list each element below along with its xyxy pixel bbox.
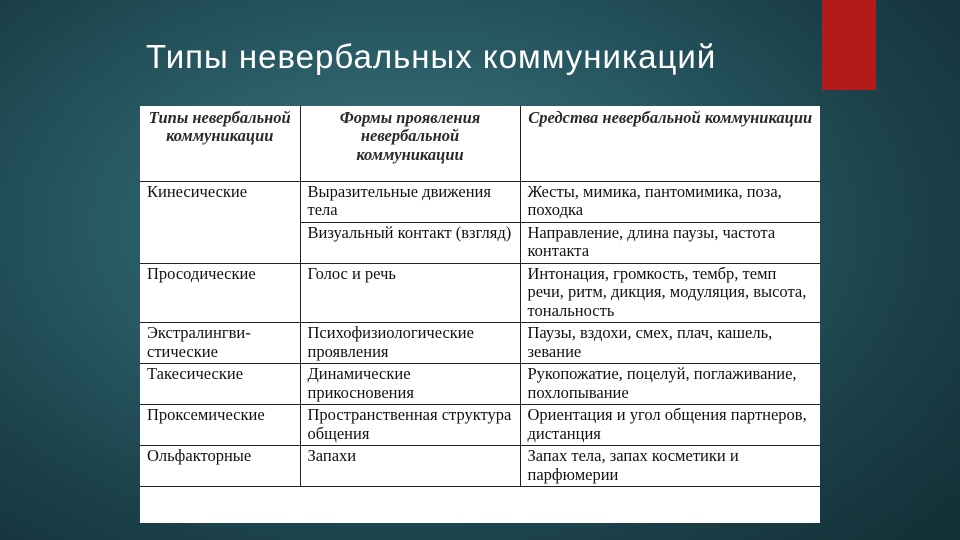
cell-type: Ольфакторные <box>140 446 300 487</box>
cell-means: Ориентация и угол общения партнеров, дистанция <box>520 405 820 446</box>
cell-type: Экстралингвистические <box>140 323 300 364</box>
cell-forms: Запахи <box>300 446 520 487</box>
table-row <box>140 405 820 446</box>
cell-type: Проксемические <box>140 405 300 446</box>
header-forms: Формы проявления невербальной коммуникации <box>300 106 520 182</box>
cell-type: Такесические <box>140 364 300 405</box>
nonverbal-table-image <box>140 106 820 523</box>
table-row <box>140 263 820 322</box>
cell-type: Просодические <box>140 263 300 322</box>
table-header-row <box>140 106 820 182</box>
cell-type: Кинесические <box>140 182 300 264</box>
cell-means: Запах тела, запах косметики и парфюмерии <box>520 446 820 487</box>
accent-bar <box>822 0 876 90</box>
table-row <box>140 446 820 487</box>
cell-means: Рукопожатие, поцелуй, поглаживание, похлопывание <box>520 364 820 405</box>
header-types: Типы невербальной коммуникации <box>140 106 300 182</box>
cell-means: Паузы, вздохи, смех, плач, кашель, зевание <box>520 323 820 364</box>
cell-forms: Психофизиологические проявления <box>300 323 520 364</box>
cell-forms: Визуальный контакт (взгляд) <box>300 222 520 263</box>
cell-means: Направление, длина паузы, частота контакта <box>520 222 820 263</box>
header-means: Средства невербальной коммуникации <box>520 106 820 182</box>
cell-forms: Пространственная структура общения <box>300 405 520 446</box>
nonverbal-types-table <box>140 106 820 487</box>
cell-means: Жесты, мимика, пантомимика, поза, походка <box>520 182 820 223</box>
cell-forms: Голос и речь <box>300 263 520 322</box>
slide-title: Типы невербальных коммуникаций <box>146 38 717 75</box>
cell-forms: Динамические прикосновения <box>300 364 520 405</box>
table-row <box>140 323 820 364</box>
cell-forms: Выразительные движения тела <box>300 182 520 223</box>
table-row <box>140 364 820 405</box>
cell-means: Интонация, громкость, тембр, темп речи, ритм, дикция, модуляция, высота, тональность <box>520 263 820 322</box>
table-row <box>140 182 820 223</box>
